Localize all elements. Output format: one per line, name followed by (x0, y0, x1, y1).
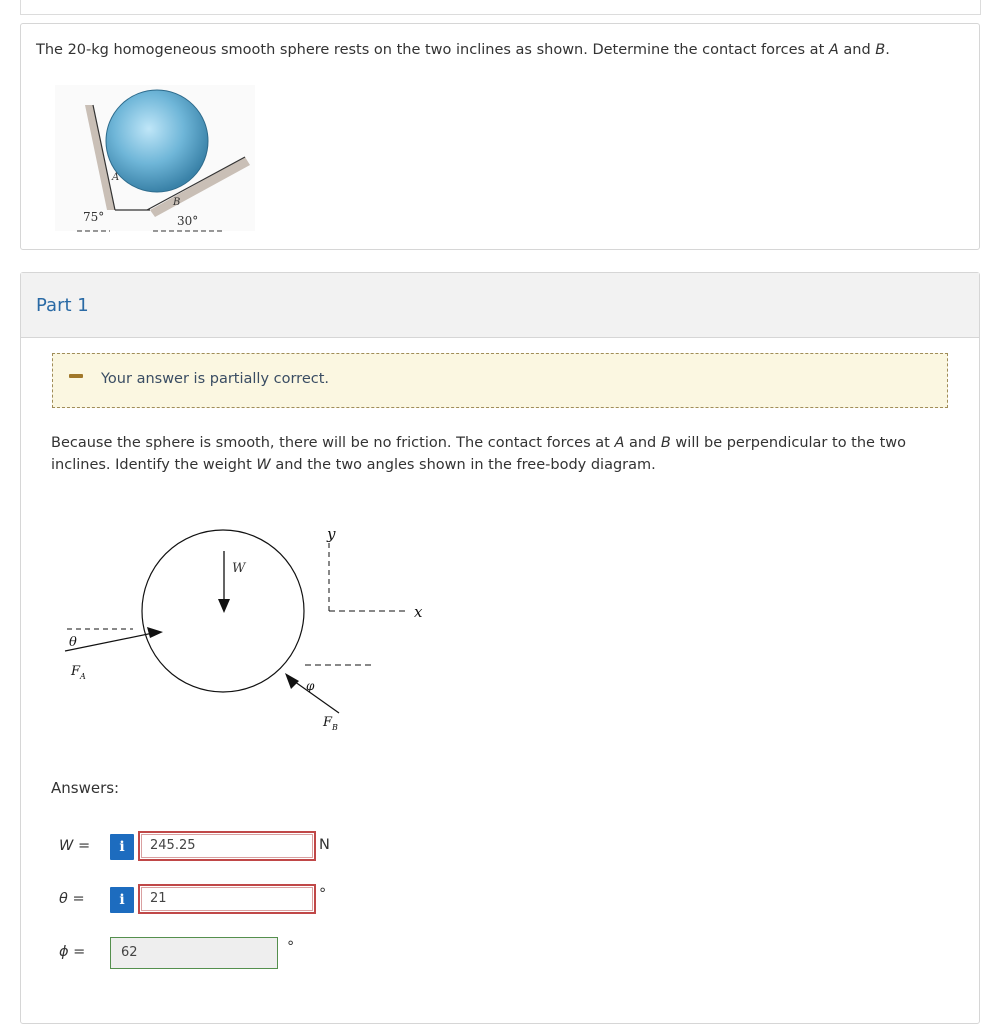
svg-text:W: W (232, 561, 246, 576)
svg-text:F: F (323, 715, 333, 730)
answer-row-theta (21, 884, 421, 916)
free-body-diagram (53, 501, 423, 741)
info-icon[interactable]: i (110, 834, 134, 860)
answers-label: Answers: (51, 779, 120, 797)
answer-label-theta: θ = (59, 891, 85, 907)
feedback-banner (52, 353, 948, 408)
answer-label-w: W = (59, 838, 91, 854)
sphere (106, 90, 208, 192)
answer-row-w (21, 831, 421, 863)
svg-text:y: y (327, 525, 336, 543)
info-icon[interactable]: i (110, 887, 134, 913)
svg-text:x: x (414, 603, 423, 621)
svg-text:θ: θ (69, 635, 77, 650)
feedback-text: Your answer is partially correct. (101, 371, 330, 387)
explanation-text: Because the sphere is smooth, there will be no friction. The contact forces at A and B will be perpendicular to the two inclines. Identify the weight W and the two angles shown in the free-body diagram. (51, 435, 906, 473)
svg-text:A: A (80, 672, 86, 681)
answer-input-phi[interactable]: 62 (110, 937, 278, 969)
svg-text:A: A (112, 172, 120, 183)
answer-label-phi: ϕ = (59, 944, 86, 960)
answer-unit-theta: ° (319, 886, 327, 902)
svg-text:B: B (332, 723, 338, 732)
svg-text:30°: 30° (177, 214, 199, 228)
svg-text:75°: 75° (83, 210, 105, 224)
answer-row-phi (21, 937, 421, 969)
part-header[interactable] (21, 273, 979, 338)
svg-text:B: B (173, 197, 181, 208)
problem-figure (55, 85, 255, 231)
part-1-panel (20, 272, 980, 1024)
svg-text:F: F (71, 664, 81, 679)
svg-text:φ: φ (306, 679, 315, 693)
question-text: The 20-kg homogeneous smooth sphere rests on the two inclines as shown. Determine the contact forces at A and B. (36, 42, 890, 58)
question-box (20, 23, 980, 250)
previous-section-edge (20, 0, 981, 15)
answer-unit-phi: ° (287, 939, 295, 955)
partial-correct-icon (69, 374, 83, 378)
part-title: Part 1 (36, 295, 89, 316)
answer-unit-w: N (319, 837, 330, 853)
answer-input-theta[interactable]: 21 (138, 884, 316, 914)
answer-input-w[interactable]: 245.25 (138, 831, 316, 861)
